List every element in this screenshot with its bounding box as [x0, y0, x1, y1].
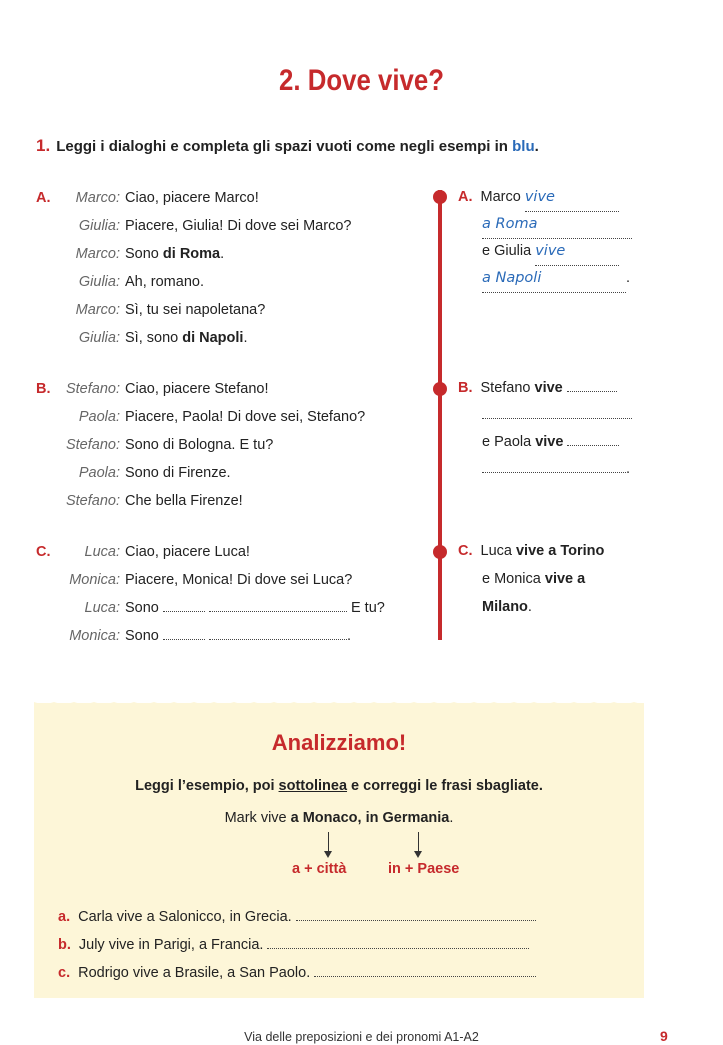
summary-bold: vive	[534, 380, 563, 396]
line-text: Sono	[125, 246, 163, 262]
item-text: July vive in Parigi, a Francia.	[78, 937, 264, 953]
dialogue-line: Sono di Firenze.	[125, 465, 231, 481]
answer-blank[interactable]	[535, 238, 619, 266]
summary-letter: A.	[458, 189, 473, 205]
correction-blank[interactable]	[267, 934, 529, 949]
speaker: Marco:	[75, 302, 120, 318]
line-end: .	[220, 246, 225, 262]
item-letter: a.	[58, 909, 71, 925]
summary-label: Marco	[480, 189, 521, 205]
arrowhead-icon	[414, 851, 422, 858]
line-text: Sono	[125, 628, 159, 644]
summary-label: e Giulia	[482, 243, 532, 259]
timeline-dot-b	[433, 382, 447, 396]
instruction-text: Leggi i dialoghi e completa gli spazi vuoti come negli esempi in	[56, 138, 513, 155]
exercise-number: 1.	[36, 136, 51, 155]
item-letter: c.	[58, 965, 71, 981]
page-number: 9	[660, 1028, 668, 1044]
summary-letter: B.	[458, 380, 473, 396]
example-sentence	[34, 810, 644, 826]
instr-part: e correggi le frasi sbagliate.	[347, 778, 543, 794]
dialogue-line: Ciao, piacere Marco!	[125, 190, 259, 206]
speaker: Marco:	[75, 246, 120, 262]
speaker: Stefano:	[65, 437, 120, 453]
answer-blank[interactable]	[482, 211, 632, 239]
timeline-dot-c	[433, 545, 447, 559]
speaker: Paola:	[78, 465, 120, 481]
speaker: Monica:	[69, 628, 120, 644]
instruction-end: .	[534, 138, 539, 155]
dialogue-c	[0, 538, 430, 650]
dialogue-line	[125, 240, 224, 268]
speaker: Luca:	[84, 600, 120, 616]
dialogue-letter: A.	[36, 190, 51, 206]
answer-blank[interactable]	[482, 404, 632, 419]
speaker: Giulia:	[78, 330, 120, 346]
handwritten-answer: a Roma	[482, 216, 538, 232]
answer-blank[interactable]	[567, 377, 617, 392]
exercise-item	[58, 934, 529, 953]
speaker: Paola:	[78, 409, 120, 425]
speaker: Giulia:	[78, 218, 120, 234]
summary-label: Stefano	[480, 380, 535, 396]
summary-end: .	[626, 270, 631, 286]
dialogue-b	[0, 375, 430, 515]
speaker: Luca:	[84, 544, 120, 560]
summary-bold: Milano	[482, 599, 528, 615]
page-footer: Via delle preposizioni e dei pronomi A1-A2	[244, 1030, 479, 1044]
item-text: Carla vive a Salonicco, in Grecia.	[78, 909, 292, 925]
dialogue-letter: C.	[36, 544, 51, 560]
rule-city: a + città	[292, 861, 347, 877]
rule-country: in + Paese	[388, 861, 460, 877]
dialogue-line: Ciao, piacere Luca!	[125, 544, 250, 560]
summary-bold: vive	[535, 434, 564, 450]
speaker: Stefano:	[65, 493, 120, 509]
dialogue-line: Sono di Bologna. E tu?	[125, 437, 274, 453]
dialogue-line: Piacere, Paola! Di dove sei, Stefano?	[125, 409, 366, 425]
dialogue-line: Piacere, Giulia! Di dove sei Marco?	[125, 218, 352, 234]
dialogue-line: Piacere, Monica! Di dove sei Luca?	[125, 572, 353, 588]
page-title: 2. Dove vive?	[279, 64, 444, 97]
blank-long[interactable]	[209, 625, 347, 640]
panel-instruction	[34, 778, 644, 794]
speaker: Monica:	[69, 572, 120, 588]
item-text: Rodrigo vive a Brasile, a San Paolo.	[78, 965, 311, 981]
example-bold: a Monaco, in Germania	[290, 810, 450, 826]
blank-short[interactable]	[163, 625, 205, 640]
panel-title: Analizziamo!	[271, 730, 407, 755]
summary-label: e Paola	[482, 434, 536, 450]
instr-part: Leggi l’esempio, poi	[135, 778, 279, 794]
timeline-bar	[438, 190, 442, 640]
item-letter: b.	[58, 937, 71, 953]
dialogue-line: Che bella Firenze!	[125, 493, 243, 509]
timeline-dot-a	[433, 190, 447, 204]
line-bold: di Roma	[162, 246, 221, 262]
speaker: Marco:	[75, 190, 120, 206]
answer-blank[interactable]	[567, 431, 619, 446]
dialogue-line: Sì, tu sei napoletana?	[125, 302, 266, 318]
speaker: Stefano:	[65, 381, 120, 397]
example-end: .	[449, 810, 454, 826]
answer-blank[interactable]	[482, 265, 626, 293]
arrow-down-icon	[328, 832, 329, 852]
summary-label: Luca	[480, 543, 516, 559]
summary-label: e Monica	[482, 571, 545, 587]
exercise-item	[58, 906, 536, 925]
summary-end: .	[527, 599, 532, 615]
dialogue-letter: B.	[36, 381, 51, 397]
speaker: Giulia:	[78, 274, 120, 290]
handwritten-answer: a Napoli	[482, 270, 542, 286]
summary-bold: vive a Torino	[515, 543, 605, 559]
dialogue-line	[125, 594, 385, 622]
dialogue-a	[0, 184, 430, 352]
line-text: Sono	[125, 600, 159, 616]
example-part: Mark vive	[224, 810, 291, 826]
dialogue-line	[125, 324, 248, 352]
correction-blank[interactable]	[314, 962, 536, 977]
blank-long[interactable]	[209, 597, 347, 612]
answer-blank[interactable]	[482, 458, 626, 473]
handwritten-answer: vive	[535, 243, 566, 259]
instruction-highlight: blu	[512, 138, 535, 155]
line-bold: di Napoli	[182, 330, 244, 346]
line-end: E tu?	[350, 600, 385, 616]
answer-blank[interactable]	[525, 184, 619, 212]
dialogue-line: Ciao, piacere Stefano!	[125, 381, 269, 397]
line-text: Sì, sono	[125, 330, 183, 346]
arrow-down-icon	[418, 832, 419, 852]
dialogue-line: Ah, romano.	[125, 274, 204, 290]
line-end: .	[346, 628, 351, 644]
summary-letter: C.	[458, 543, 473, 559]
exercise-instruction	[36, 136, 539, 156]
arrowhead-icon	[324, 851, 332, 858]
correction-blank[interactable]	[296, 906, 536, 921]
exercise-item	[58, 962, 536, 981]
dialogue-line	[125, 622, 351, 650]
summary-bold: vive a	[544, 571, 586, 587]
line-end: .	[243, 330, 248, 346]
handwritten-answer: vive	[524, 189, 555, 205]
summary-end: .	[626, 461, 631, 477]
instr-underlined: sottolinea	[278, 778, 348, 794]
blank-short[interactable]	[163, 597, 205, 612]
